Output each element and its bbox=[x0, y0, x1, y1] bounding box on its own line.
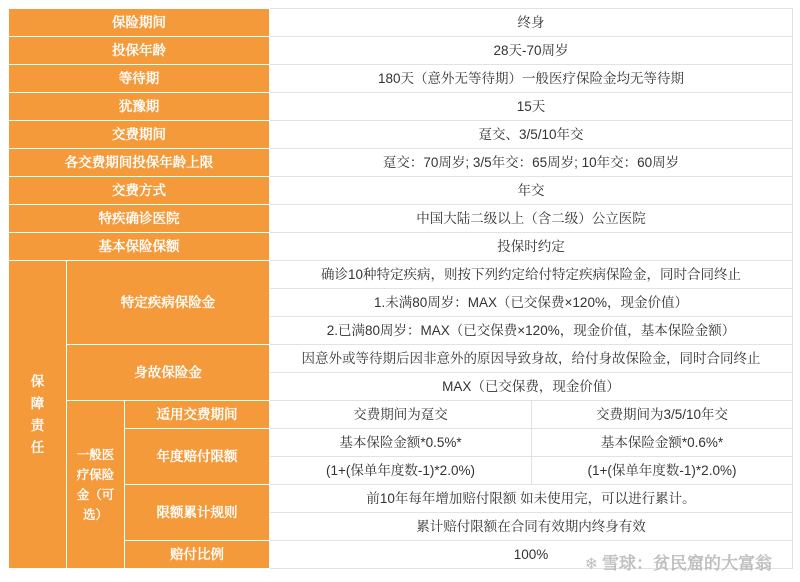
label-critical-illness: 特定疾病保险金 bbox=[67, 261, 270, 345]
product-spec-table bbox=[8, 8, 793, 569]
label-accumulation-rule: 限额累计规则 bbox=[125, 485, 270, 541]
label-payout-ratio: 赔付比例 bbox=[125, 541, 270, 569]
value-payment-term: 趸交、3/5/10年交 bbox=[270, 121, 793, 149]
label-death-benefit: 身故保险金 bbox=[67, 345, 270, 401]
row-age-limit bbox=[9, 149, 793, 177]
label-waiting-period: 等待期 bbox=[9, 65, 270, 93]
row-basic-sum bbox=[9, 233, 793, 261]
value-basic-sum: 投保时约定 bbox=[270, 233, 793, 261]
label-payment-term: 交费期间 bbox=[9, 121, 270, 149]
row-policy-term bbox=[9, 9, 793, 37]
value-cooling-off: 15天 bbox=[270, 93, 793, 121]
limit-single-2: (1+(保单年度数-1)*2.0%) bbox=[270, 457, 532, 485]
value-waiting-period: 180天（意外无等待期）一般医疗保险金均无等待期 bbox=[270, 65, 793, 93]
label-insured-age: 投保年龄 bbox=[9, 37, 270, 65]
accumulation-line-1: 前10年每年增加赔付限额 如未使用完，可以进行累计。 bbox=[270, 485, 793, 513]
label-cooling-off: 犹豫期 bbox=[9, 93, 270, 121]
value-payment-mode: 年交 bbox=[270, 177, 793, 205]
row-payment-term bbox=[9, 121, 793, 149]
row-waiting-period bbox=[9, 65, 793, 93]
label-policy-term: 保险期间 bbox=[9, 9, 270, 37]
label-diagnosis-hospital: 特疾确诊医院 bbox=[9, 205, 270, 233]
label-age-limit: 各交费期间投保年龄上限 bbox=[9, 149, 270, 177]
row-cooling-off bbox=[9, 93, 793, 121]
value-diagnosis-hospital: 中国大陆二级以上（含二级）公立医院 bbox=[270, 205, 793, 233]
label-coverage bbox=[9, 261, 67, 569]
death-line-2: MAX（已交保费，现金价值） bbox=[270, 373, 793, 401]
accumulation-line-2: 累计赔付限额在合同有效期内终身有效 bbox=[270, 513, 793, 541]
critical-line-2: 1.未满80周岁：MAX（已交保费×120%，现金价值） bbox=[270, 289, 793, 317]
label-applicable-period: 适用交费期间 bbox=[125, 401, 270, 429]
row-medical-period bbox=[9, 401, 793, 429]
row-medical-limit-1 bbox=[9, 429, 793, 457]
row-critical-1 bbox=[9, 261, 793, 289]
row-death-1 bbox=[9, 345, 793, 373]
row-insured-age bbox=[9, 37, 793, 65]
value-policy-term: 终身 bbox=[270, 9, 793, 37]
label-general-medical bbox=[67, 401, 125, 569]
period-regular: 交费期间为3/5/10年交 bbox=[532, 401, 793, 429]
limit-regular-1: 基本保险金额*0.6%* bbox=[532, 429, 793, 457]
limit-single-1: 基本保险金额*0.5%* bbox=[270, 429, 532, 457]
label-annual-limit: 年度赔付限额 bbox=[125, 429, 270, 485]
critical-line-3: 2.已满80周岁：MAX（已交保费×120%，现金价值，基本保险金额） bbox=[270, 317, 793, 345]
label-coverage-text: 保障责任 bbox=[30, 373, 45, 455]
payout-ratio-value: 100% bbox=[270, 541, 793, 569]
row-diagnosis-hospital bbox=[9, 205, 793, 233]
snowball-logo-icon: ❄ bbox=[584, 556, 598, 573]
label-basic-sum: 基本保险保额 bbox=[9, 233, 270, 261]
label-payment-mode: 交费方式 bbox=[9, 177, 270, 205]
watermark-text: 雪球：贫民窟的大富翁 bbox=[602, 554, 772, 573]
value-age-limit: 趸交：70周岁; 3/5年交：65周岁; 10年交：60周岁 bbox=[270, 149, 793, 177]
death-line-1: 因意外或等待期后因非意外的原因导致身故，给付身故保险金，同时合同终止 bbox=[270, 345, 793, 373]
row-payment-mode bbox=[9, 177, 793, 205]
value-insured-age: 28天-70周岁 bbox=[270, 37, 793, 65]
row-medical-accumulate-1 bbox=[9, 485, 793, 513]
label-general-medical-text: 一般医疗保险金（可选） bbox=[76, 447, 115, 522]
period-single: 交费期间为趸交 bbox=[270, 401, 532, 429]
critical-line-1: 确诊10种特定疾病，则按下列约定给付特定疾病保险金，同时合同终止 bbox=[270, 261, 793, 289]
row-medical-ratio bbox=[9, 541, 793, 569]
limit-regular-2: (1+(保单年度数-1)*2.0%) bbox=[532, 457, 793, 485]
